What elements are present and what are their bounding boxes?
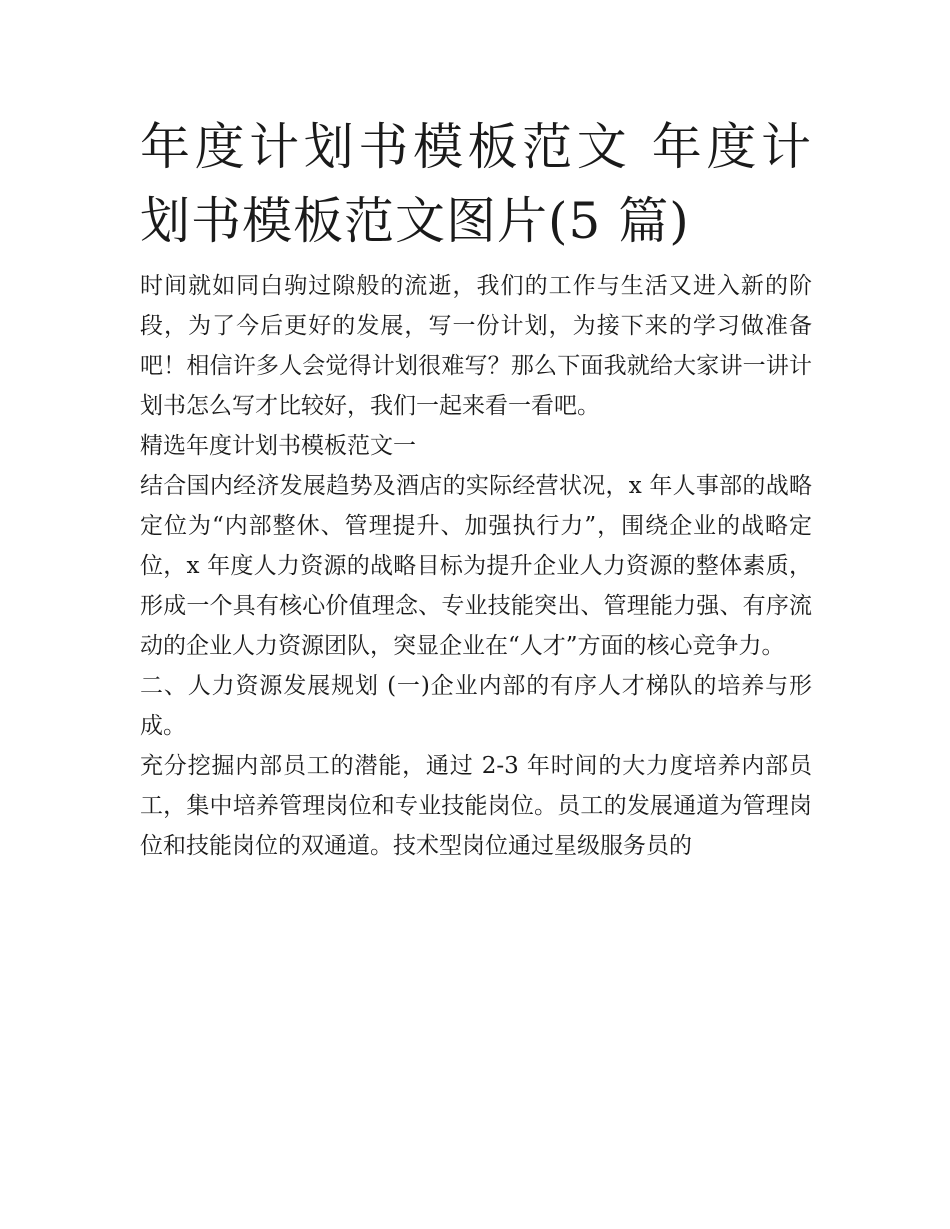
- document-title: 年度计划书模板范文 年度计划书模板范文图片(5 篇): [140, 118, 812, 250]
- body-paragraph: 充分挖掘内部员工的潜能，通过 2-3 年时间的大力度培养内部员工，集中培养管理岗位和专业技能岗位。员工的发展通道为管理岗位和技能岗位的双通道。技术型岗位通过星级服务员的: [140, 753, 812, 859]
- section-heading: 二、人力资源发展规划 (一)企业内部的有序人才梯队的培养与形成。: [140, 673, 812, 739]
- section-heading: 精选年度计划书模板范文一: [140, 433, 416, 459]
- body-paragraph: 结合国内经济发展趋势及酒店的实际经营状况，x 年人事部的战略定位为“内部整休、管理提升、加强执行力”，围绕企业的战略定位，x 年度人力资源的战略目标为提升企业人力资源的整体素质，形成一个具有核心价值理念、专业技能突出、管理能力强、有序流动的企业人力资源团队，突显企业在“人才”方面的核心竞争力。: [140, 473, 812, 659]
- intro-paragraph: 时间就如同白驹过隙般的流逝，我们的工作与生活又进入新的阶段，为了今后更好的发展，写一份计划，为接下来的学习做准备吧！相信许多人会觉得计划很难写？那么下面我就给大家讲一讲计划书怎么写才比较好，我们一起来看一看吧。: [140, 273, 812, 419]
- document-page: [140, 110, 812, 866]
